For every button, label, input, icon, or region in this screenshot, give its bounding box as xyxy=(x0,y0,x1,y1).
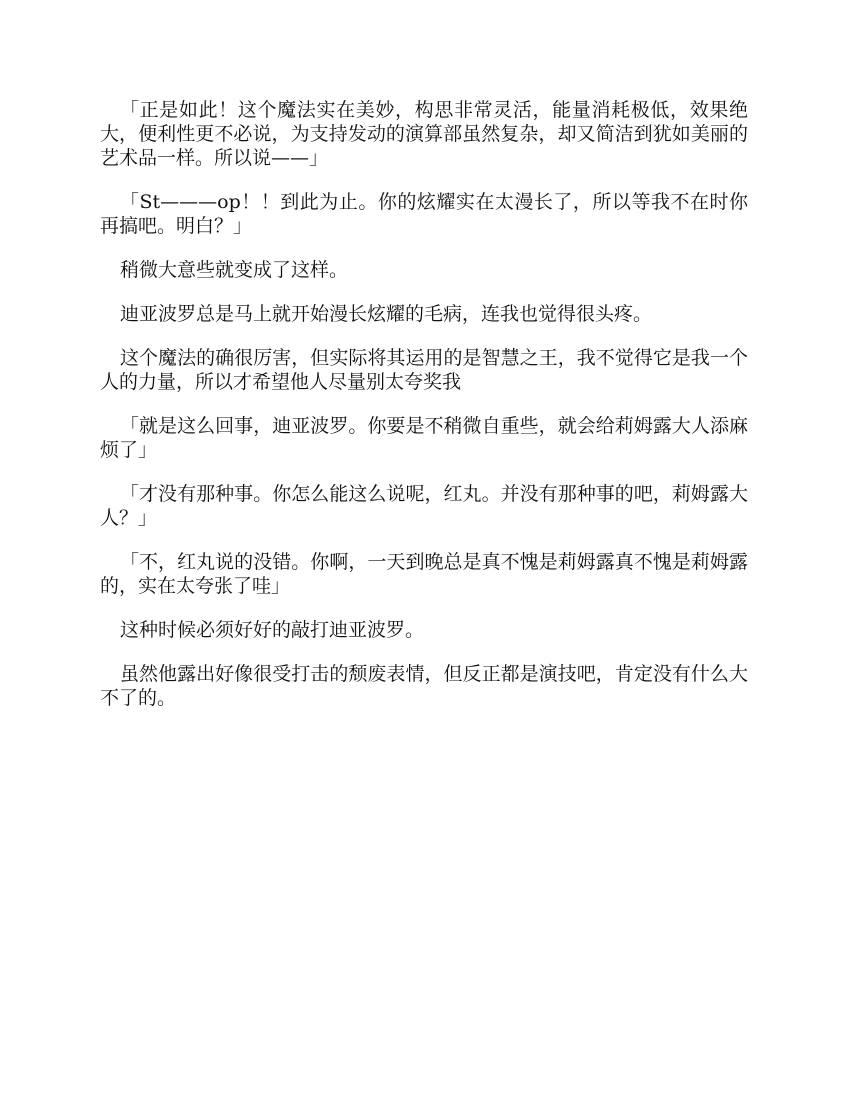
paragraph-9: 这种时候必须好好的敲打迪亚波罗。 xyxy=(120,619,425,641)
paragraph-4: 迪亚波罗总是马上就开始漫长炫耀的毛病，连我也觉得很头疼。 xyxy=(120,303,653,325)
paragraph-10: 虽然他露出好像很受打击的颓废表情，但反正都是演技吧，肯定没有什么大不了的。 xyxy=(100,663,748,709)
document-body xyxy=(100,98,748,730)
paragraph-1: 「正是如此！这个魔法实在美妙，构思非常灵活，能量消耗极低，效果绝大，便利性更不必说，为支持发动的演算部虽然复杂，却又简洁到犹如美丽的艺术品一样。所以说——」 xyxy=(100,99,748,169)
paragraph-5: 这个魔法的确很厉害，但实际将其运用的是智慧之王，我不觉得它是我一个人的力量，所以才希望他人尽量别太夸奖我 xyxy=(100,347,748,393)
paragraph-7: 「才没有那种事。你怎么能这么说呢，红丸。并没有那种事的吧，莉姆露大人？」 xyxy=(100,483,748,529)
paragraph-2: 「St———op！！到此为止。你的炫耀实在太漫长了，所以等我不在时你再搞吧。明白？」 xyxy=(100,191,748,237)
paragraph-3: 稍微大意些就变成了这样。 xyxy=(120,259,349,281)
paragraph-8: 「不，红丸说的没错。你啊，一天到晚总是真不愧是莉姆露真不愧是莉姆露的，实在太夸张了哇」 xyxy=(100,551,748,597)
paragraph-6: 「就是这么回事，迪亚波罗。你要是不稍微自重些，就会给莉姆露大人添麻烦了」 xyxy=(100,415,748,461)
